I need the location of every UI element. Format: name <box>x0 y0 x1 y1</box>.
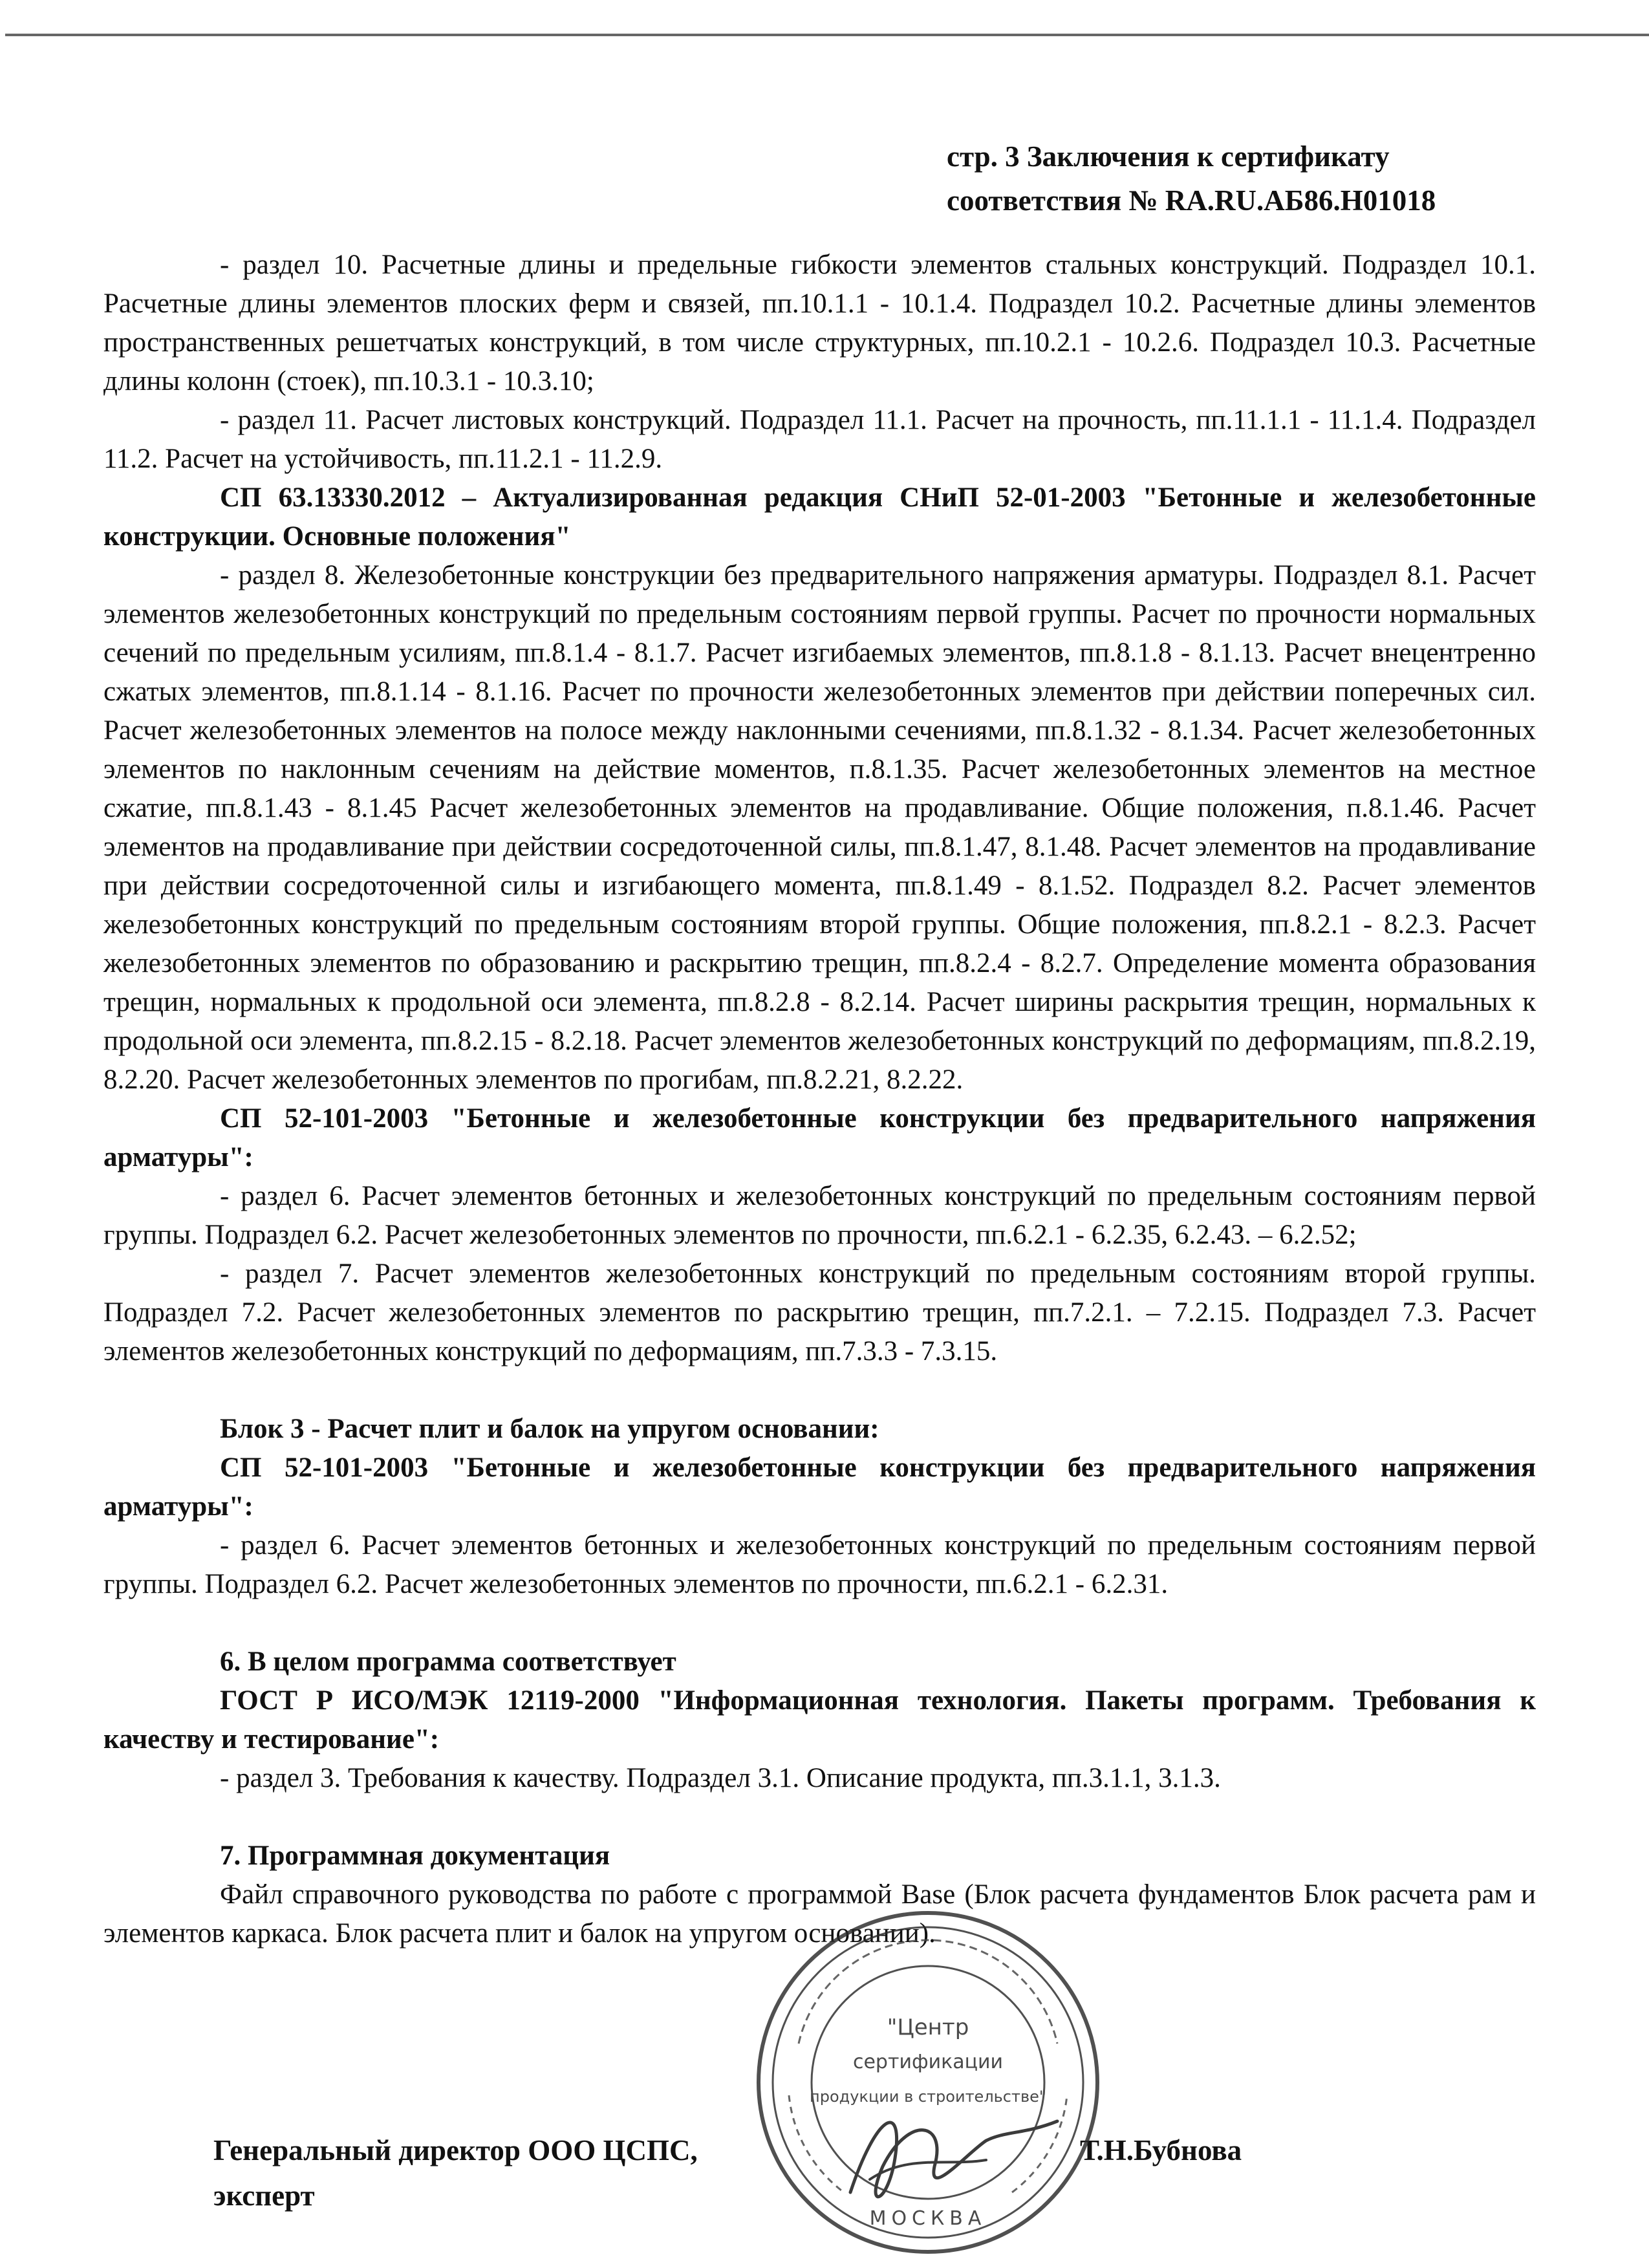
paragraph-section-8: - раздел 8. Железобетонные конструкции без предварительного напряжения арматуры. Подраздел 8.1. Расчет элементов железобетонных конструкций по предельным состояниям первой группы. Расчет по прочности нормальных сечений по предельным усилиям, пп.8.1.4 - 8.1.7. Расчет изгибаемых элементов, пп.8.1.8 - 8.1.13. Расчет внецентренно сжатых элементов, пп.8.1.14 - 8.1.16. Расчет по прочности железобетонных элементов при действии поперечных сил. Расчет железобетонных элементов на полосе между наклонными сечениями, пп.8.1.32 - 8.1.34. Расчет железобетонных элементов по наклонным сечениям на действие моментов, п.8.1.35. Расчет железобетонных элементов на местное сжатие, пп.8.1.43 - 8.1.45 Расчет железобетонных элементов на продавливание. Общие положения, п.8.1.46. Расчет элементов на продавливание при действии сосредоточенной силы, пп.8.1.47, 8.1.48. Расчет элементов на продавливание при действии сосредоточенной силы и изгибающего момента, пп.8.1.49 - 8.1.52. Подраздел 8.2. Расчет элементов железобетонных конструкций по предельным состояниям второй группы. Общие положения, пп.8.2.1 - 8.2.3. Расчет железобетонных элементов по образованию и раскрытию трещин, пп.8.2.4 - 8.2.7. Определение момента образования трещин, нормальных к продольной оси элемента, пп.8.2.8 - 8.2.14. Расчет ширины раскрытия трещин, нормальных к продольной оси элемента, пп.8.2.15 - 8.2.18. Расчет элементов железобетонных конструкций по деформациям, пп.8.2.19, 8.2.20. Расчет железобетонных элементов по прогибам, пп.8.2.21, 8.2.22. <box>103 560 1536 1095</box>
heading-sp-63: СП 63.13330.2012 – Актуализированная редакция СНиП 52-01-2003 "Бетонные и железобетонные конструкции. Основные положения" <box>103 482 1536 552</box>
top-rule <box>5 34 1649 36</box>
handwritten-signature <box>850 2121 1057 2197</box>
heading-sp-52-101: СП 52-101-2003 "Бетонные и железобетонные конструкции без предварительного напряжения арматуры": <box>103 1103 1536 1172</box>
signatory-title-line-2: эксперт <box>213 2179 315 2212</box>
paragraph-section-10: - раздел 10. Расчетные длины и предельные гибкости элементов стальных конструкций. Подраздел 10.1. Расчетные длины элементов плоских ферм и связей, пп.10.1.1 - 10.1.4. Подраздел 10.2. Расчетные длины элементов пространственных решетчатых конструкций, в том числе структурных, пп.10.2.1 - 10.2.6. Подраздел 10.3. Расчетные длины колонн (стоек), пп.10.3.1 - 10.3.10; <box>103 250 1536 396</box>
paragraph-section-6: - раздел 6. Расчет элементов бетонных и железобетонных конструкций по предельным состояниям первой группы. Подраздел 6.2. Расчет железобетонных элементов по прочности, пп.6.2.1 - 6.2.35, 6.2.43. – 6.2.52; <box>103 1181 1536 1250</box>
stamp-middle-ring <box>773 1927 1083 2238</box>
official-stamp <box>753 1908 1103 2257</box>
header-line-1: стр. 3 Заключения к сертификату <box>947 140 1390 173</box>
stamp-inner-ring <box>812 1966 1044 2199</box>
paragraph-section-6-block-3: - раздел 6. Расчет элементов бетонных и железобетонных конструкций по предельным состояниям первой группы. Подраздел 6.2. Расчет железобетонных элементов по прочности, пп.6.2.1 - 6.2.31. <box>103 1530 1536 1599</box>
stamp-outer-ring <box>759 1913 1097 2252</box>
heading-conformity: 6. В целом программа соответствует <box>220 1647 676 1677</box>
document-body <box>103 246 1536 1953</box>
paragraph-documentation: Файл справочного руководства по работе с программой Base (Блок расчета фундаментов Блок расчета рам и элементов каркаса. Блок расчета плит и балок на упругом основании). <box>103 1879 1536 1949</box>
stamp-inner-line-2: сертификации <box>852 2051 1004 2073</box>
page-header <box>947 135 1593 222</box>
heading-sp-52-101-block-3: СП 52-101-2003 "Бетонные и железобетонные конструкции без предварительного напряжения арматуры": <box>103 1453 1536 1522</box>
paragraph-section-11: - раздел 11. Расчет листовых конструкций. Подраздел 11.1. Расчет на прочность, пп.11.1.1 - 11.1.4. Подраздел 11.2. Расчет на устойчивость, пп.11.2.1 - 11.2.9. <box>103 405 1536 474</box>
paragraph-section-3: - раздел 3. Требования к качеству. Подраздел 3.1. Описание продукта, пп.3.1.1, 3.1.3. <box>220 1763 1221 1793</box>
heading-gost: ГОСТ Р ИСО/МЭК 12119-2000 "Информационная технология. Пакеты программ. Требования к качеству и тестирование": <box>103 1685 1536 1755</box>
stamp-inner-line-3: продукции в строительстве" <box>810 2088 1046 2106</box>
heading-block-3: Блок 3 - Расчет плит и балок на упругом основании: <box>220 1414 879 1444</box>
signature-underline <box>870 2160 986 2179</box>
stamp-city: МОСКВА <box>869 2207 987 2230</box>
heading-documentation: 7. Программная документация <box>220 1841 610 1871</box>
header-line-2: соответствия № RA.RU.АБ86.Н01018 <box>947 184 1436 217</box>
stamp-inner-line-1: "Центр <box>887 2014 969 2040</box>
signatory-title-line-1: Генеральный директор ООО ЦСПС, <box>213 2134 698 2166</box>
signatory-name: Т.Н.Бубнова <box>1080 2134 1242 2166</box>
signatory-title <box>213 2128 698 2218</box>
paragraph-section-7: - раздел 7. Расчет элементов железобетонных конструкций по предельным состояниям второй группы. Подраздел 7.2. Расчет железобетонных элементов по раскрытию трещин, пп.7.2.1. – 7.2.15. Подраздел 7.3. Расчет элементов железобетонных конструкций по деформациям, пп.7.3.3 - 7.3.15. <box>103 1258 1536 1366</box>
